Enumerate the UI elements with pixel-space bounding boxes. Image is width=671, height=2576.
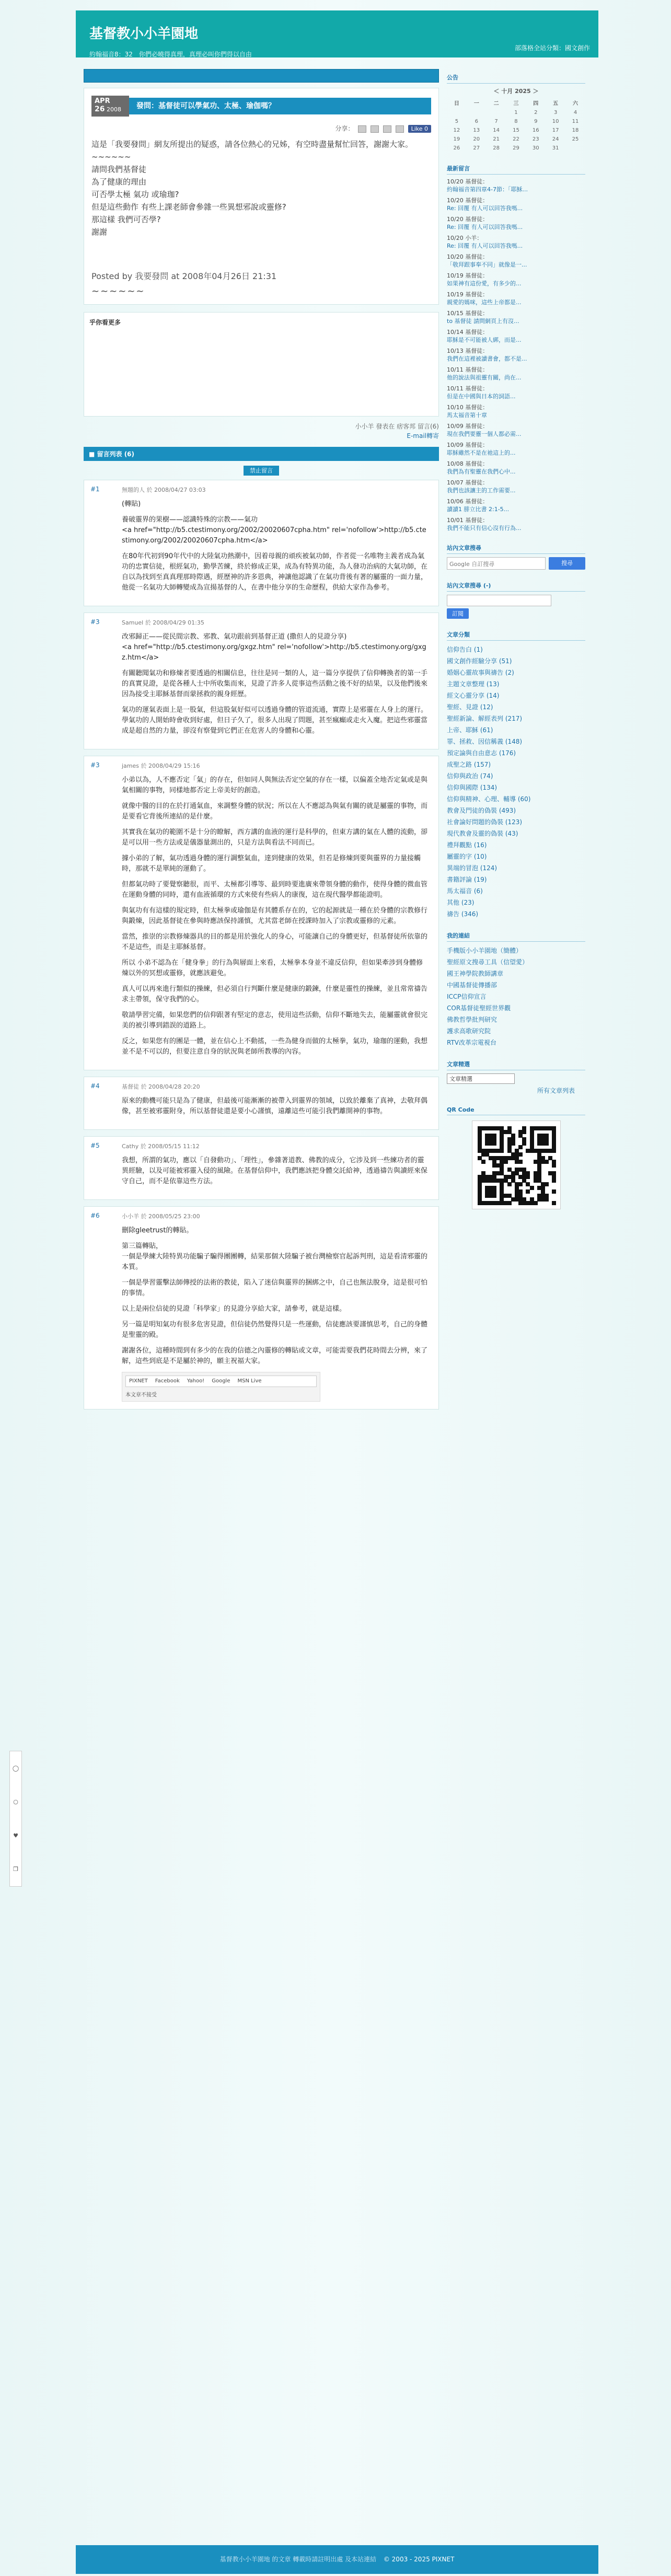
recent-comment-item[interactable] <box>447 215 585 231</box>
qr-module <box>518 1160 523 1164</box>
qr-module <box>507 1201 512 1205</box>
post-paragraph: 這是「我要發問」網友所提出的疑惑，請各位熱心的兄姊，有空時盡量幫忙回答，謝謝大家。 <box>91 140 413 149</box>
qr-module <box>552 1149 556 1153</box>
category-item[interactable]: 主題文章整理 (13) <box>447 680 500 688</box>
external-link-item[interactable]: 國王神學院教師講章 <box>447 970 504 977</box>
comment-paragraph: 刪除gleetrust的轉貼。 <box>122 1227 193 1234</box>
recent-comment-date: 10/20 基督徒： <box>447 178 489 185</box>
calendar-day[interactable]: 3 <box>553 110 558 115</box>
recent-comment-item[interactable] <box>447 422 585 438</box>
recent-comment-title[interactable]: 耶穌雖然不是在祂這上的... <box>447 449 516 456</box>
external-link-item[interactable]: 手機版小小羊園地（簡體） <box>447 947 523 954</box>
calendar-day[interactable]: 25 <box>572 136 579 142</box>
category-item[interactable]: 書籍評論 (19) <box>447 876 487 883</box>
calendar-day[interactable]: 30 <box>532 145 539 151</box>
comment-item <box>84 613 439 749</box>
comment-paragraph: 第三篇轉貼， 一個是學練大陸特異功能騙子騙得團團轉，結果那個大陸騙子被台灣檢察官起訴判刑，這是看清邪靈的本質。 <box>122 1242 428 1271</box>
recent-comment-title[interactable]: Re: 回覆 有人可以回答我嗎... <box>447 205 523 212</box>
recent-comment-title[interactable]: 馬太福音第十章 <box>447 412 487 419</box>
comment-number[interactable]: #3 <box>90 761 100 769</box>
recent-comment-title[interactable]: 我們也該讓主的工作需要... <box>447 487 516 494</box>
share-service-button[interactable]: MSN Live <box>237 1378 262 1384</box>
comment-author: james 於 2008/04/29 15:16 <box>122 763 200 769</box>
recent-comment-item[interactable] <box>447 178 585 193</box>
comments-header: ■ 留言列表 (6) <box>84 447 439 461</box>
calendar-day[interactable]: 9 <box>534 119 538 124</box>
recent-comment-title[interactable]: 我們不能只有信心沒有行為... <box>447 525 522 532</box>
calendar-day[interactable]: 16 <box>532 128 539 133</box>
comment-paragraph: 所以 小弟不認為在「健身拳」的行為與層面上來看，太極拳本身並不違反信仰，但如果牽涉到身體修煉以外的冥想或靈修，就應該避免。 <box>122 959 423 977</box>
recent-comment-title[interactable]: 讀讀1 腓立比書 2:1-5... <box>447 506 510 513</box>
recent-comment-date: 10/13 基督徒： <box>447 348 489 354</box>
post-paragraph: ~~~~~~ <box>91 152 131 161</box>
calendar-table <box>447 97 585 153</box>
announce-block <box>447 73 585 153</box>
recent-comment-title[interactable]: 「敬拜跟事奉不同」就像是一... <box>447 261 527 268</box>
comment-author: 基督徒 於 2008/04/28 20:20 <box>122 1083 200 1090</box>
category-list <box>447 644 585 920</box>
recent-comment-date: 10/15 基督徒： <box>447 310 489 317</box>
calendar-day[interactable]: 1 <box>514 110 518 115</box>
recent-comment-item[interactable] <box>447 347 585 363</box>
qr-module <box>526 1189 530 1194</box>
site-footer <box>76 2545 598 2574</box>
share-service-button[interactable]: Facebook <box>155 1378 180 1384</box>
archive-select[interactable]: 文章精選 <box>447 1073 515 1084</box>
calendar-day[interactable]: 11 <box>572 119 579 124</box>
calendar-day[interactable]: 20 <box>473 136 480 142</box>
qr-module <box>530 1186 534 1190</box>
comment-paragraph: 其實我在氣功的範圍不是十分的瞭解，西方講的血液的運行是科學的，但東方講的氣在人體的流動，卻是可以用一些方法或是儀器量測出的，只是方法與看法不同而已。 <box>122 828 428 847</box>
archive-block <box>447 1060 585 1095</box>
comment-paragraph: (轉貼) <box>122 500 141 508</box>
recent-comment-item[interactable] <box>447 403 585 419</box>
qr-module <box>518 1152 523 1157</box>
calendar-day[interactable]: 18 <box>572 128 579 133</box>
recent-comment-item[interactable] <box>447 291 585 306</box>
calendar-weekday: 日 <box>454 101 459 107</box>
calendar-day <box>447 108 467 117</box>
calendar-day[interactable]: 7 <box>494 119 498 124</box>
post-date-badge <box>91 96 129 117</box>
share-email-icon[interactable] <box>358 125 366 133</box>
calendar-day[interactable]: 23 <box>532 136 539 142</box>
share-service-button[interactable]: Yahoo! <box>187 1378 205 1384</box>
qr-title: QR Code <box>447 1106 585 1115</box>
qr-module <box>518 1182 523 1186</box>
category-item[interactable]: 社會論好問題的偽裝 (123) <box>447 818 523 826</box>
comment-paragraph: 一個是學習靈擊法師傳授的法術的教徒，陷入了迷信與靈界的捆綁之中，自己也無法脫身，這是很可怕的事情。 <box>122 1279 428 1297</box>
calendar-day[interactable]: 13 <box>473 128 480 133</box>
post-month: APR <box>95 97 110 105</box>
comment-paragraph: 敬請學習完備，如果您們的信仰跟著有堅定的意志，使用這些活動，信仰不斷地失去，能屬靈就會很完美的被引導到錯誤的道路上。 <box>122 1011 428 1030</box>
site-header <box>76 10 598 57</box>
category-title: 文章分類 <box>447 630 585 641</box>
qr-module <box>504 1160 508 1164</box>
comment-author: Samuel 於 2008/04/29 01:35 <box>122 619 204 626</box>
recent-comment-title[interactable]: 我們為有聖靈在我們心中... <box>447 468 516 475</box>
recent-comment-title[interactable]: 如果神有這份愛，有多少的... <box>447 280 522 287</box>
calendar-day <box>467 108 487 117</box>
comment-item <box>84 1136 439 1200</box>
post-paragraph: 但是這些動作 有些上課老師會參雜一些異想邪說或靈修? <box>91 202 286 212</box>
calendar-day[interactable]: 4 <box>573 110 577 115</box>
category-item[interactable]: 罪、拯救、因信稱義 (148) <box>447 738 523 745</box>
recent-comment-item[interactable] <box>447 272 585 287</box>
site-subtitle: 約翰福音8：32 你們必曉得真理，真理必叫你們得以自由 <box>89 51 252 58</box>
comment-paragraph: 改邪歸正——從民間宗教、邪教、氣功跟前到基督正道 (撒但人的見證分享) <a href="http://b5.ctestimony.org/gxgz.htm" rel='nofollow'>http://b5.ctestimony.org/gxgz.htm</a> <box>122 633 426 662</box>
category-item[interactable]: 信仰告白 (1) <box>447 646 483 653</box>
recent-comment-date: 10/20 基督徒： <box>447 253 489 260</box>
float-share-icon[interactable]: ❒ <box>13 1866 18 1873</box>
comment-paragraph: 養破靈界的果樹——認識特殊的宗教——氣功 <a href="http://b5.ctestimony.org/2002/20020607cpha.htm" rel='nofollow'>http://b5.ctestimony.org/2002/20020607cpha.htm</a> <box>122 516 426 545</box>
recent-comments-title: 最新留言 <box>447 164 585 175</box>
comment-paragraph: 有關聽聞氣功和修煉者要透過的相關信息，往往是同一類的人，這一篇分享提供了信仰轉換者的第一手的真實見證，是從各種人士中所收集而來，見證了許多人從事這些活動之後不好的結果，以及他們後來因為接受主耶穌基督而蒙拯救的親身經歷。 <box>122 669 428 698</box>
category-item[interactable]: 信仰與政治 (74) <box>447 772 493 780</box>
calendar-day[interactable]: 8 <box>514 119 518 124</box>
calendar-day[interactable]: 26 <box>453 145 460 151</box>
calendar-day[interactable]: 12 <box>453 128 460 133</box>
comment-paragraph: 謝謝各位，這種時間到有多少的在我的信德之內靈修的轉貼或文章，可能需要我們花時間去分辨，來了解，這些到底是不是屬於神的，願主祝福大家。 <box>122 1347 428 1365</box>
post-year: 2008 <box>106 106 121 113</box>
recent-comment-item[interactable] <box>447 309 585 325</box>
search-title: 站內文章搜尋 <box>447 544 585 554</box>
calendar-day[interactable]: 21 <box>493 136 500 142</box>
share-row <box>91 124 431 133</box>
category-item[interactable]: 信仰與國際 (134) <box>447 784 498 791</box>
share-service-button[interactable]: Google <box>212 1378 230 1384</box>
recent-comment-title[interactable]: 現在我們要靈一個人都必需... <box>447 431 522 437</box>
external-link-item[interactable]: 聖經原文搜尋工具（信望愛） <box>447 958 529 966</box>
comment-paragraph: 氣功的運氣表面上是一股氣，但這股氣好似可以透過身體的管道流通，實際上是邪靈在人身上的運行。學氣功的人開始時會收到好處，但日子久了，很多人出現了問題，甚至瘋癲或走火入魔。把這些邪靈當成是超自然的力量，卻沒有察覺到它們正在危害人的身體和心靈。 <box>122 706 428 735</box>
recent-comment-item[interactable] <box>447 479 585 494</box>
comment-item <box>84 1077 439 1130</box>
comment-paragraph: 在80年代初到90年代中的大陸氣功熱潮中，因着母親的頑疾被氣功師，作者從一名唯物主義者成為氣功的忠實信徒，根經氣功，勤學苦練，終於修成正果，成為有特異功能，為人發功治病的大氣功師，在自以為找到至真真理那時際遇，經歷神的許多恩典，神讓他認識了在氣功背後有著的屬靈的一面力量，他從一名氣功大師轉變成為宣揚基督的人，在書中他分享的生命歷程，供給大家作為參考。 <box>122 552 428 592</box>
qr-module <box>518 1145 523 1149</box>
category-item[interactable]: 經文心靈分享 (14) <box>447 692 500 699</box>
qr-block <box>447 1106 585 1209</box>
email-forward-link[interactable]: E-mail轉寄 <box>407 432 439 440</box>
top-banner-bar <box>84 69 439 83</box>
comment-number[interactable]: #1 <box>90 486 100 493</box>
floating-toolbar <box>9 1751 22 1887</box>
facebook-like-button[interactable]: Like 0 <box>408 125 431 133</box>
category-item[interactable]: 屬靈的字 (10) <box>447 853 487 860</box>
main-column <box>84 69 439 1416</box>
share-label: 分享： <box>335 125 354 132</box>
recent-comment-item[interactable] <box>447 516 585 532</box>
external-link-item[interactable]: 護求高歌研究院 <box>447 1027 491 1035</box>
comment-item <box>84 480 439 606</box>
post-paragraph: 為了健康的理由 <box>91 177 147 187</box>
qr-module <box>492 1194 496 1198</box>
category-item[interactable]: 國文創作經驗分享 (51) <box>447 657 512 665</box>
recent-comment-title[interactable]: Re: 回覆 有人可以回答我嗎... <box>447 224 523 230</box>
links-list <box>447 945 585 1048</box>
search-button[interactable]: 搜尋 <box>549 557 585 570</box>
recent-comment-date: 10/06 基督徒： <box>447 498 489 505</box>
calendar-day <box>565 144 585 153</box>
comment-paragraph: 就像中醫的目的在於打通氣血，來調整身體的狀況；所以在人不應認為與氣有關的就是屬靈的事物，而是要看它背後所連結的是什麼。 <box>122 802 428 821</box>
links-block <box>447 931 585 1048</box>
recent-comment-item[interactable] <box>447 441 585 457</box>
float-like-icon[interactable]: ♥ <box>13 1832 18 1839</box>
share-twitter-icon[interactable] <box>396 125 404 133</box>
comment-paragraph: 我想，所謂的氣功，應以「自發動功」、「理性」，參雜著道教、佛教的成分，它涉及到一些練功者的靈異經驗，以及可能被邪靈入侵的風險。在基督信仰中，我們應該把身體交託給神，透過禱告與讀經來保守自己，而不是依靠這些方法。 <box>122 1157 428 1185</box>
comment-number[interactable]: #4 <box>90 1082 100 1090</box>
calendar-day[interactable]: 27 <box>473 145 480 151</box>
category-item[interactable]: 預定論與自由意志 (176) <box>447 749 516 757</box>
comment-paragraph: 據小弟的了解，氣功透過身體的運行調整氣血，達到健康的效果，但若是修煉到要與靈界的力量接觸時，那就不是單純的運動了。 <box>122 854 421 873</box>
recent-comments-list <box>447 178 585 532</box>
recent-comment-item[interactable] <box>447 460 585 476</box>
post-signature: ~~~~~~ <box>91 286 145 297</box>
category-item[interactable]: 上帝、耶穌 (61) <box>447 726 493 734</box>
calendar-day[interactable]: 10 <box>552 119 559 124</box>
qr-module <box>545 1160 549 1164</box>
comment-author: 小小羊 於 2008/05/25 23:00 <box>122 1213 200 1220</box>
sidebar <box>447 73 585 1221</box>
post-header <box>91 96 431 117</box>
post-paragraph: 可否學太極 氣功 或瑜珈? <box>91 190 179 199</box>
calendar-day[interactable]: 6 <box>475 119 478 124</box>
related-posts <box>84 312 439 417</box>
post-article <box>84 88 439 305</box>
recent-comment-title[interactable]: 他的說法與祖靈有關，尚在... <box>447 374 522 381</box>
comments-disabled-button[interactable]: 禁止留言 <box>244 466 279 476</box>
calendar <box>447 87 585 153</box>
recent-comment-item[interactable] <box>447 234 585 250</box>
qr-module <box>492 1141 496 1146</box>
comment-paragraph: 小弟以為，人不應否定「氣」的存在，但如同人與無法否定空氣的存在一樣，以偏蓋全地否定氣或是與氣相關的事物，同樣地都否定上帝美好的創造。 <box>122 776 428 794</box>
qr-module <box>507 1182 512 1186</box>
recent-comment-item[interactable] <box>447 253 585 269</box>
external-link-item[interactable]: 佛教哲學批判研究 <box>447 1016 498 1023</box>
category-item[interactable]: 教會及門徒的偽裝 (493) <box>447 807 516 814</box>
qr-module <box>500 1149 504 1153</box>
qr-module <box>545 1182 549 1186</box>
all-posts-link[interactable]: 所有文章列表 <box>537 1087 575 1094</box>
related-title: 乎你看更多 <box>89 319 121 326</box>
category-item[interactable]: 婚姻心靈故事與禱告 (2) <box>447 669 514 676</box>
qr-module <box>522 1130 526 1134</box>
subscribe-title: 站內文章搜尋 (-) <box>447 581 585 592</box>
post-title[interactable]: 發問：基督徒可以學氣功、太極、瑜伽嗎？ <box>129 98 431 114</box>
comment-number[interactable]: #6 <box>90 1212 100 1219</box>
comment-paragraph: 與氣功有有這樣的規定時，但太極拳或瑜伽是有其體系存在的，它的起源就是一種在於身體的宗教修行與鍛煉，因此基督徒在參與時應該保持謹慎，尤其當老師在授課時加入了宗教或靈修的元素。 <box>122 907 428 925</box>
post-paragraph: 請問我們基督徒 <box>91 165 147 174</box>
qr-module <box>552 1189 556 1194</box>
calendar-day[interactable]: 28 <box>493 145 500 151</box>
category-item[interactable]: 信仰與精神、心理、輔導 (60) <box>447 795 531 803</box>
calendar-day[interactable]: 5 <box>455 119 459 124</box>
qr-module <box>522 1141 526 1146</box>
comment-paragraph: 反之，如果您有的團是一體，並在信心上不動搖，一些為健身而做的太極拳，氣功，瑜珈的運動，我想並不是不可以的，但要注意自身的狀況與老師所教導的內容。 <box>122 1037 428 1056</box>
comments-toggle <box>84 466 439 475</box>
qr-module <box>511 1141 515 1146</box>
share-service-button[interactable]: PIXNET <box>129 1378 148 1384</box>
comment-author: Cathy 於 2008/05/15 11:12 <box>122 1143 200 1150</box>
qr-module <box>526 1175 530 1179</box>
search-block <box>447 544 585 570</box>
post-paragraph: 謝謝 <box>91 227 108 237</box>
external-link-item[interactable]: ICCP信仰宣言 <box>447 993 487 1000</box>
calendar-day[interactable]: 29 <box>513 145 519 151</box>
qr-module <box>545 1197 549 1202</box>
calendar-day[interactable]: 2 <box>534 110 538 115</box>
post-day: 26 <box>95 105 105 113</box>
recent-comment-title[interactable]: to 基督徒 請問網頁上有沒... <box>447 318 519 325</box>
footer-copyright: © 2003 - 2025 PIXNET <box>383 2556 455 2563</box>
comment-paragraph: 但都氣功時了要覺察聽很，而平、太極都引導等、最到時要進廣來帶領身體的動作，使得身體的微血管在運動身體的同時，還有血液循環的方式來使有些病人的康復，這在現代醫學都能證明。 <box>122 881 428 899</box>
category-item[interactable]: 聖經新論、解經表列 (217) <box>447 715 523 722</box>
post-meta: Posted by 我要發問 at 2008年04月26日 21:31 <box>91 271 277 281</box>
external-link-item[interactable]: COR基督徒聖經世界觀 <box>447 1004 511 1012</box>
calendar-day[interactable]: 31 <box>552 145 559 151</box>
category-item[interactable]: 異端的冒泡 (124) <box>447 864 498 872</box>
calendar-day[interactable]: 15 <box>513 128 519 133</box>
recent-comment-date: 10/20 小羊： <box>447 235 483 241</box>
comment-body <box>122 1096 432 1117</box>
recent-comment-title[interactable]: 約翰福音第四章4-7節：「耶穌... <box>447 186 528 193</box>
external-link-item[interactable]: 中國基督徒傳播部 <box>447 981 498 989</box>
comment-bullet-icon: ■ <box>89 450 97 458</box>
recent-comment-item[interactable] <box>447 366 585 382</box>
subscribe-button[interactable]: 訂閱 <box>447 608 469 619</box>
category-item[interactable]: 馬太福音 (6) <box>447 887 483 895</box>
calendar-weekday: 一 <box>473 101 479 107</box>
calendar-weekday: 六 <box>573 101 579 107</box>
calendar-day <box>487 108 506 117</box>
calendar-weekday: 二 <box>493 101 499 107</box>
post-footer <box>84 422 439 441</box>
calendar-day[interactable]: 17 <box>552 128 559 133</box>
calendar-weekday: 五 <box>553 101 559 107</box>
recent-comment-date: 10/19 基督徒： <box>447 272 489 279</box>
site-category-link[interactable]: 部落格全站分類：國文創作 <box>514 44 590 52</box>
comment-item <box>84 756 439 1070</box>
comment-body <box>122 1226 432 1367</box>
qr-module <box>552 1163 556 1168</box>
share-widget <box>122 1372 320 1402</box>
float-comment-icon[interactable]: ○ <box>13 1798 18 1806</box>
comment-paragraph: 以上是兩位信徒的見證「科學家」的見證分享給大家，請參考，就是這樣。 <box>122 1305 346 1313</box>
recent-comment-date: 10/20 基督徒： <box>447 197 489 204</box>
recent-comment-date: 10/20 基督徒： <box>447 216 489 223</box>
recent-comment-date: 10/11 基督徒： <box>447 366 489 373</box>
comment-item <box>84 1206 439 1410</box>
recent-comment-date: 10/08 基督徒： <box>447 460 489 467</box>
announce-title: 公告 <box>447 73 585 84</box>
recent-comment-title[interactable]: Re: 回覆 有人可以回答我嗎... <box>447 242 523 249</box>
recent-comment-date: 10/09 基督徒： <box>447 442 489 448</box>
post-paragraph: 那這樣 我們可否學? <box>91 215 161 224</box>
calendar-day[interactable]: 19 <box>453 136 460 142</box>
links-title: 我的連結 <box>447 931 585 942</box>
category-item[interactable]: 聖經、見證 (12) <box>447 703 493 711</box>
qr-module <box>552 1179 556 1183</box>
comment-number[interactable]: #5 <box>90 1142 100 1149</box>
recent-comment-date: 10/11 基督徒： <box>447 385 489 392</box>
recent-comment-item[interactable] <box>447 328 585 344</box>
share-facebook-icon[interactable] <box>371 125 379 133</box>
comment-body <box>122 632 432 736</box>
comment-number[interactable]: #3 <box>90 618 100 626</box>
recent-comment-item[interactable] <box>447 385 585 400</box>
share-widget-note: 本文章不接受 <box>125 1392 157 1398</box>
comment-paragraph: 原來的動機可能只是為了健康，但最後可能漸漸的被帶入到靈界的領域，以致於離棄了真神，去敬拜偶像，甚至被邪靈附身，所以基督徒還是要小心謹慎，遠離這些可能引我們離開神的事物。 <box>122 1097 428 1115</box>
qr-module <box>534 1201 538 1205</box>
recent-comment-item[interactable] <box>447 197 585 212</box>
recent-comment-date: 10/09 基督徒： <box>447 423 489 430</box>
recent-comment-date: 10/07 基督徒： <box>447 479 489 486</box>
google-search-input[interactable]: Google 自訂搜尋 <box>447 557 546 570</box>
subscribe-block <box>447 581 585 619</box>
category-item[interactable]: 禱告 (346) <box>447 910 479 918</box>
qr-module <box>552 1201 556 1205</box>
external-link-item[interactable]: RTV改革宗電視台 <box>447 1039 497 1046</box>
category-block <box>447 630 585 920</box>
recent-comments-block <box>447 164 585 532</box>
category-item[interactable]: 其他 (23) <box>447 899 475 906</box>
recent-comment-date: 10/01 基督徒： <box>447 517 489 524</box>
float-home-icon[interactable]: ◯ <box>12 1764 19 1772</box>
share-plurk-icon[interactable] <box>383 125 391 133</box>
comment-paragraph: 真人可以再來進行類似的操練，但必須自行判斷什麼是健康的鍛鍊，什麼是靈性的操練，並且常常禱告求主帶領，保守我們的心。 <box>122 985 428 1003</box>
comment-author: 無題的人 於 2008/04/27 03:03 <box>122 487 206 493</box>
calendar-weekday: 四 <box>533 101 539 107</box>
recent-comment-date: 10/19 基督徒： <box>447 291 489 298</box>
comment-list <box>84 480 439 1410</box>
comment-body <box>122 775 432 1057</box>
category-item[interactable]: 成聖之路 (157) <box>447 761 491 768</box>
footer-links[interactable]: 基督教小小羊園地 的文章 轉載時請註明出處 及本站連結 <box>219 2556 377 2563</box>
calendar-month[interactable]: ＜ 十月 2025 ＞ <box>493 88 539 95</box>
subscribe-input[interactable] <box>447 595 551 606</box>
calendar-day[interactable]: 24 <box>552 136 559 142</box>
recent-comment-title[interactable]: 親愛的媽咪，這些上帝都是... <box>447 299 522 306</box>
comment-body <box>122 499 432 593</box>
comment-paragraph: 當然，推崇的宗教修煉器具的目的都是用於強化人的身心，可能讓自己的身體更好，但基督徒所依靠的不是這些，而是主耶穌基督。 <box>122 933 428 951</box>
comment-body <box>122 1156 432 1187</box>
comment-paragraph: 另一篇是明知氣功有很多危害見證，但信徒仍然覺得只是一些運動，信徒應該要謹慎思考，自己的身體是聖靈的殿。 <box>122 1321 428 1339</box>
qr-code-image <box>472 1120 561 1209</box>
post-body <box>91 138 431 297</box>
category-item[interactable]: 禮拜觀點 (16) <box>447 841 487 849</box>
recent-comment-title[interactable]: 我們在這裡被讀書會，都不是... <box>447 355 527 362</box>
calendar-day[interactable]: 22 <box>513 136 519 142</box>
recent-comment-title[interactable]: 耶穌是不可能被人綁，而是... <box>447 337 522 343</box>
recent-comment-date: 10/14 基督徒： <box>447 329 489 336</box>
recent-comment-item[interactable] <box>447 498 585 513</box>
category-item[interactable]: 現代教會及靈的偽裝 (43) <box>447 830 518 837</box>
post-author-line[interactable]: 小小羊 發表在 痞客邦 留言(6) <box>355 423 439 430</box>
qr-module <box>545 1141 549 1146</box>
calendar-day[interactable]: 14 <box>493 128 500 133</box>
recent-comment-date: 10/10 基督徒： <box>447 404 489 411</box>
calendar-weekday: 三 <box>513 101 519 107</box>
qr-module <box>481 1160 485 1164</box>
site-title[interactable]: 基督教小小羊園地 <box>89 26 199 42</box>
archive-title: 文章精選 <box>447 1060 585 1070</box>
recent-comment-title[interactable]: 但是在中國與日本的詞語... <box>447 393 516 400</box>
